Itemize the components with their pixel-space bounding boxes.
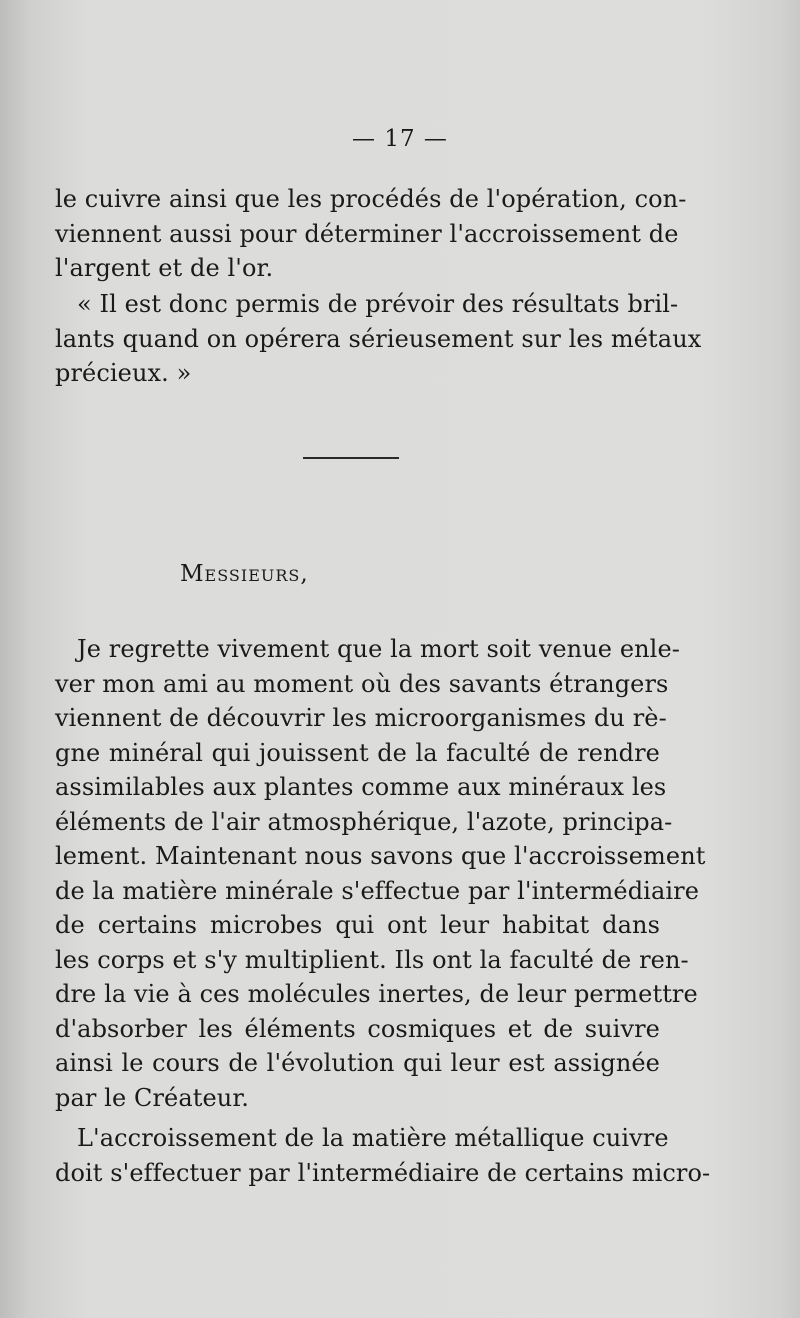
text-line: dre la vie à ces molécules inertes, de leur permettre [55,980,698,1008]
section-divider [303,457,399,459]
paragraph-4 [55,1121,711,1190]
text-line: doit s'effectuer par l'intermédiaire de certains micro- [55,1158,711,1187]
text-line: d'absorber les éléments cosmiques et de suivre [55,1014,660,1043]
text-line: par le Créateur. [55,1083,249,1112]
text-line: lement. Maintenant nous savons que l'accroissement [55,842,706,870]
page-number: — 17 — [352,126,448,152]
text-line: viennent de découvrir les microorganismes du rè- [55,704,667,732]
text-line: « Il est donc permis de prévoir des résultats bril- [77,290,679,318]
text-line: éléments de l'air atmosphérique, l'azote, principa- [55,807,673,836]
text-line: viennent aussi pour déterminer l'accroissement de [55,219,679,248]
text-line: de certains microbes qui ont leur habitat dans [55,911,660,939]
paragraph-2 [55,287,702,391]
text-line: de la matière minérale s'effectue par l'intermédiaire [55,876,700,905]
salutation: Messieurs, [180,561,309,587]
text-line: ver mon ami au moment où des savants étrangers [55,669,669,698]
text-line: assimilables aux plantes comme aux minéraux les [55,773,667,801]
text-line: le cuivre ainsi que les procédés de l'opération, con- [55,185,687,213]
paragraph-3 [55,632,706,1115]
text-line: L'accroissement de la matière métallique cuivre [77,1124,669,1152]
text-line: Je regrette vivement que la mort soit venue enle- [77,635,680,663]
text-line: lants quand on opérera sérieusement sur les métaux [55,324,702,353]
text-line: l'argent et de l'or. [55,254,274,282]
paragraph-1 [55,182,687,286]
text-line: gne minéral qui jouissent de la faculté de rendre [55,738,660,767]
text-line: les corps et s'y multiplient. Ils ont la faculté de ren- [55,945,689,974]
text-line: ainsi le cours de l'évolution qui leur est assignée [55,1049,660,1077]
text-line: précieux. » [55,359,192,387]
